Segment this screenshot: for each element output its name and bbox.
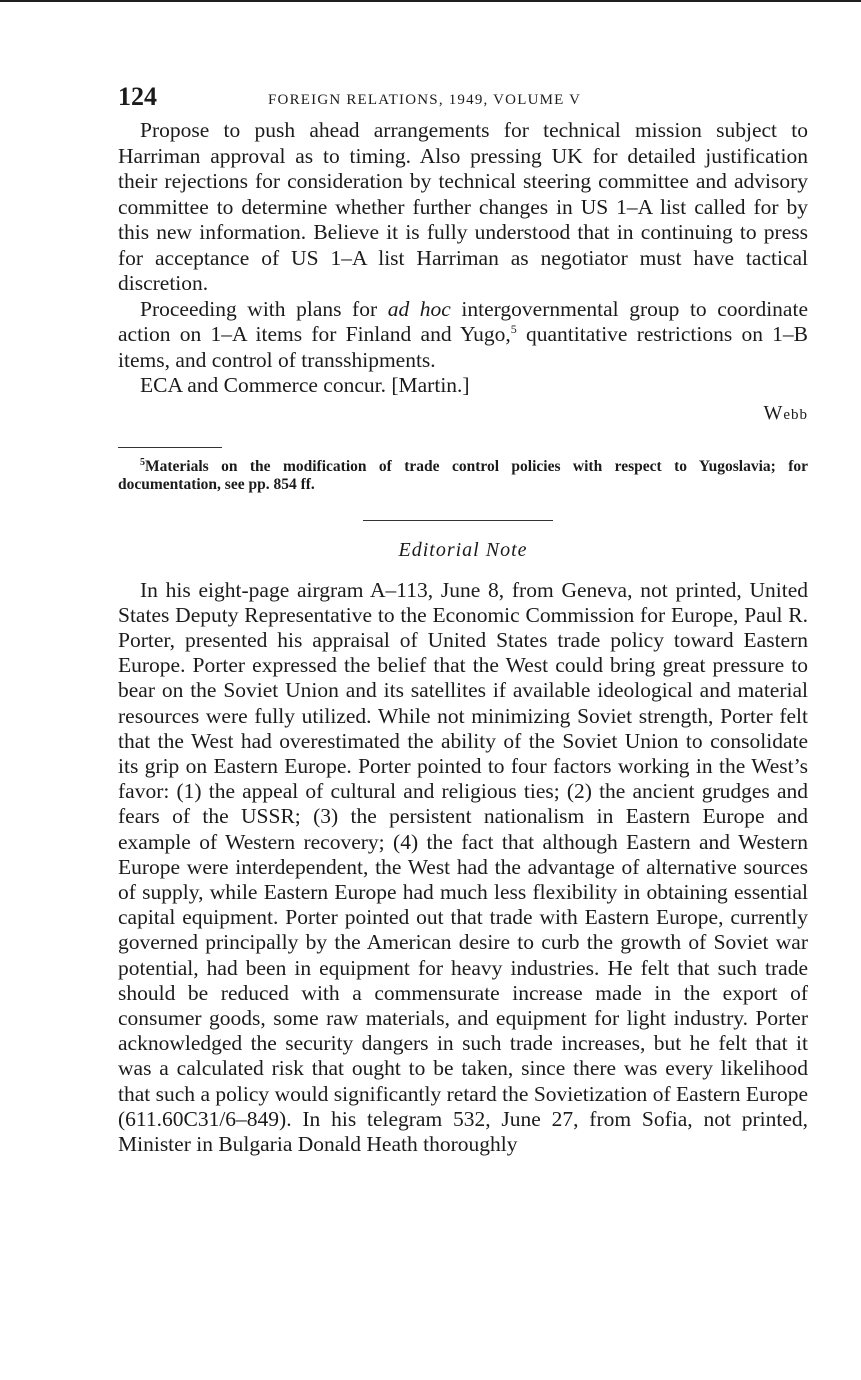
page-header	[118, 80, 808, 114]
footnote-divider	[118, 447, 222, 448]
telegram-paragraph: Proceeding with plans for ad hoc intergovernmental group to coordinate action on 1–A items for Finland and Yugo,$^5$ quantitative restrictions on 1–B items, and control of transshipments.	[118, 296, 809, 372]
document-page	[118, 80, 808, 1157]
top-border	[0, 0, 861, 2]
telegram-paragraph: ECA and Commerce concur. [Martin.]	[140, 373, 470, 397]
footnote: $^5$Materials on the modification of trade control policies with respect to Yugoslavia; for documentation, see pp. 854 ff.	[118, 456, 808, 493]
signature: Webb	[763, 401, 808, 424]
editorial-note-text: In his eight-page airgram A–113, June 8, from Geneva, not printed, United States Deputy Representative to the Economic Commission for Europe, Paul R. Porter, presented his appraisal of United States trade policy toward Eastern Europe. Porter expressed the belief that the West could bring great pressure to bear on the Soviet Union and its satellites if available ideological and material resources were fully utilized. While not minimizing Soviet strength, Porter felt that the West had overestimated the ability of the Soviet Union to consolidate its grip on Eastern Europe. Porter pointed to four factors working in the West’s favor: (1) the appeal of cultural and religious ties; (2) the ancient grudges and fears of the USSR; (3) the persistent nationalism in Eastern Europe and example of Western recovery; (4) the fact that although Eastern and Western Europe were interdependent, the West had the advantage of alternative sources of supply, while Eastern Europe had much less flexibility in obtaining essential capital equipment. Porter pointed out that trade with Eastern Europe, currently governed principally by the American desire to curb the growth of Soviet war potential, had been in equipment for heavy industries. He felt that such trade should be reduced with a commensurate increase made in the export of consumer goods, some raw materials, and equipment for light industry. Porter acknowledged the security dangers in such trade increases, but he felt that it was a calculated risk that ought to be taken, since there was every likelihood that such a policy would significantly retard the Sovietization of Eastern Europe (611.60C31/6–849). In his telegram 532, June 27, from Sofia, not printed, Minister in Bulgaria Donald Heath thoroughly	[118, 577, 808, 1156]
editorial-note-title: Editorial Note	[398, 538, 528, 561]
latin-term: ad hoc	[387, 296, 451, 321]
section-divider	[363, 520, 553, 521]
telegram-paragraph: Propose to push ahead arrangements for technical mission subject to Harriman approval as to timing. Also pressing UK for detailed justification their rejections for consideration by technical steering committee and advisory committee to determine whether further changes in US 1–A list called for by this new information. Believe it is fully understood that in continuing to press for acceptance of US 1–A list Harriman as negotiator must have tactical discretion.	[118, 118, 808, 295]
running-head: FOREIGN RELATIONS, 1949, VOLUME V	[268, 92, 582, 108]
footnote-reference: 5	[510, 321, 517, 336]
page-number: 124	[118, 82, 157, 111]
telegram-body	[118, 118, 808, 427]
footnote-mark: 5	[140, 456, 145, 468]
